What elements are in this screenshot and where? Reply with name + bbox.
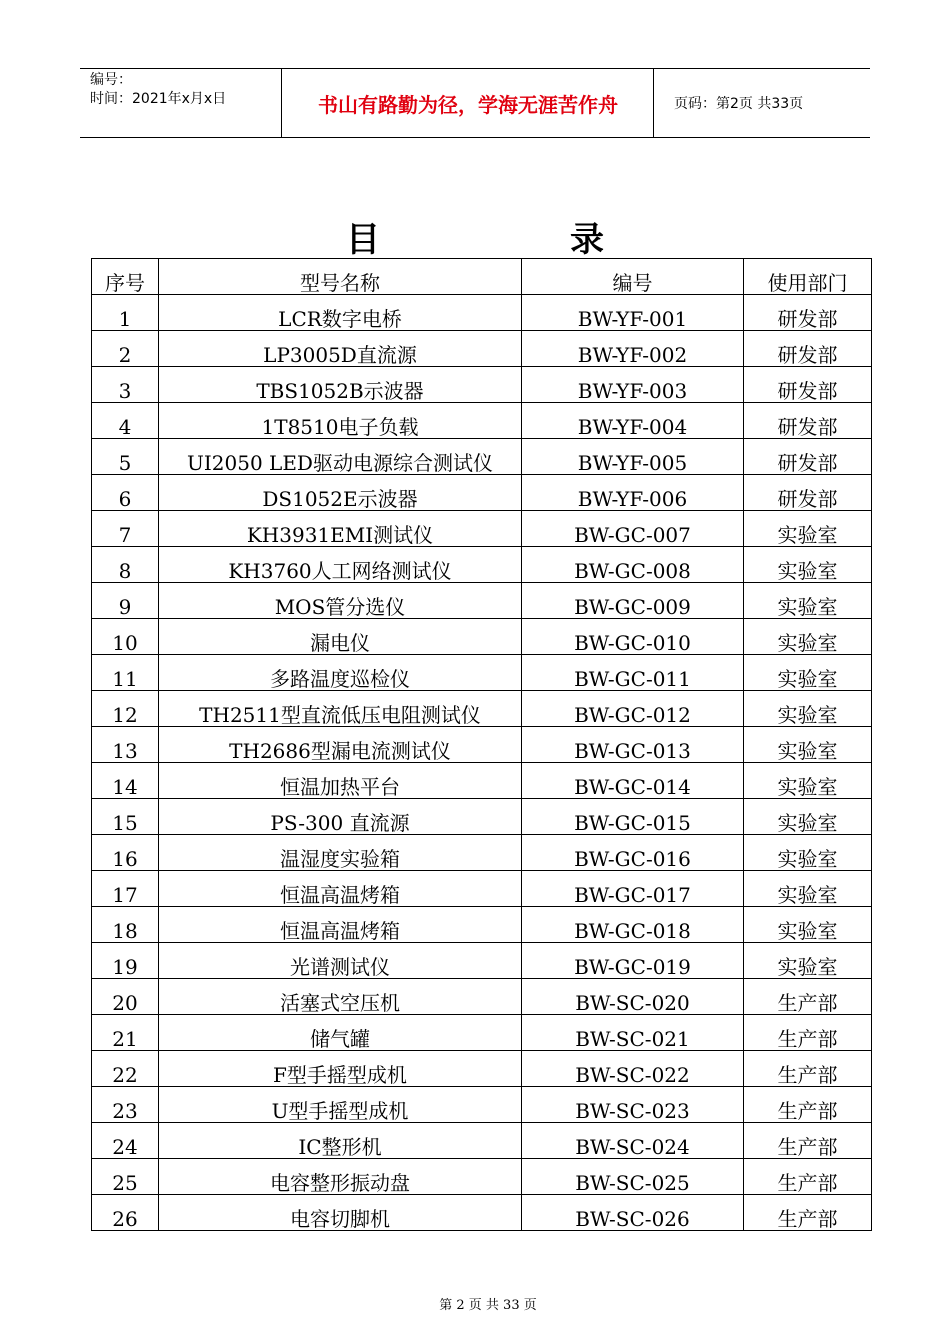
equipment-table (91, 258, 872, 1231)
row-code: BW-GC-019 (522, 943, 744, 979)
row-index: 14 (92, 763, 159, 799)
row-department: 生产部 (744, 979, 872, 1015)
page-footer: 第 2 页 共 33 页 (439, 1298, 537, 1313)
row-department: 实验室 (744, 763, 872, 799)
row-code: BW-GC-014 (522, 763, 744, 799)
row-model-name: MOS管分选仪 (159, 583, 522, 619)
row-department: 实验室 (744, 727, 872, 763)
row-index: 15 (92, 799, 159, 835)
row-model-name: 恒温高温烤箱 (159, 907, 522, 943)
row-department: 实验室 (744, 619, 872, 655)
table-row (92, 763, 872, 799)
row-code: BW-SC-026 (522, 1195, 744, 1231)
row-model-name: 1T8510电子负载 (159, 403, 522, 439)
row-model-name: DS1052E示波器 (159, 475, 522, 511)
row-index: 5 (92, 439, 159, 475)
row-index: 23 (92, 1087, 159, 1123)
row-model-name: 活塞式空压机 (159, 979, 522, 1015)
row-model-name: KH3760人工网络测试仪 (159, 547, 522, 583)
row-code: BW-YF-004 (522, 403, 744, 439)
row-model-name: 电容切脚机 (159, 1195, 522, 1231)
row-department: 实验室 (744, 835, 872, 871)
row-department: 实验室 (744, 583, 872, 619)
row-index: 9 (92, 583, 159, 619)
row-model-name: 光谱测试仪 (159, 943, 522, 979)
table-row (92, 1051, 872, 1087)
table-row (92, 511, 872, 547)
row-model-name: PS-300 直流源 (159, 799, 522, 835)
row-code: BW-GC-012 (522, 691, 744, 727)
page-title: 目录 (346, 220, 794, 260)
row-code: BW-GC-010 (522, 619, 744, 655)
header-page-info (664, 69, 870, 137)
table-row (92, 691, 872, 727)
row-model-name: 储气罐 (159, 1015, 522, 1051)
row-department: 实验室 (744, 511, 872, 547)
row-code: BW-GC-017 (522, 871, 744, 907)
row-code: BW-GC-009 (522, 583, 744, 619)
row-index: 13 (92, 727, 159, 763)
row-code: BW-GC-011 (522, 655, 744, 691)
row-code: BW-YF-001 (522, 295, 744, 331)
table-row (92, 1015, 872, 1051)
row-code: BW-GC-008 (522, 547, 744, 583)
row-department: 研发部 (744, 367, 872, 403)
row-code: BW-SC-020 (522, 979, 744, 1015)
row-department: 实验室 (744, 907, 872, 943)
table-row (92, 943, 872, 979)
row-model-name: 多路温度巡检仪 (159, 655, 522, 691)
header-meta (80, 69, 282, 137)
table-row (92, 1123, 872, 1159)
row-department: 研发部 (744, 331, 872, 367)
row-code: BW-YF-005 (522, 439, 744, 475)
row-index: 20 (92, 979, 159, 1015)
row-index: 1 (92, 295, 159, 331)
row-department: 实验室 (744, 547, 872, 583)
row-index: 22 (92, 1051, 159, 1087)
row-model-name: TH2686型漏电流测试仪 (159, 727, 522, 763)
row-index: 26 (92, 1195, 159, 1231)
header-code-label: 编号： (90, 72, 132, 88)
row-index: 10 (92, 619, 159, 655)
row-index: 8 (92, 547, 159, 583)
row-model-name: F型手摇型成机 (159, 1051, 522, 1087)
table-row (92, 979, 872, 1015)
table-row (92, 799, 872, 835)
row-model-name: LP3005D直流源 (159, 331, 522, 367)
row-model-name: TH2511型直流低压电阻测试仪 (159, 691, 522, 727)
row-department: 实验室 (744, 943, 872, 979)
row-department: 实验室 (744, 655, 872, 691)
row-department: 研发部 (744, 439, 872, 475)
table-row (92, 727, 872, 763)
row-code: BW-SC-021 (522, 1015, 744, 1051)
table-row (92, 1087, 872, 1123)
table-row (92, 403, 872, 439)
row-model-name: KH3931EMI测试仪 (159, 511, 522, 547)
row-model-name: 温湿度实验箱 (159, 835, 522, 871)
row-department: 研发部 (744, 475, 872, 511)
table-row (92, 547, 872, 583)
table-row (92, 907, 872, 943)
row-department: 实验室 (744, 871, 872, 907)
row-index: 3 (92, 367, 159, 403)
row-model-name: IC整形机 (159, 1123, 522, 1159)
row-index: 11 (92, 655, 159, 691)
row-code: BW-YF-003 (522, 367, 744, 403)
row-department: 生产部 (744, 1159, 872, 1195)
row-department: 生产部 (744, 1051, 872, 1087)
row-code: BW-GC-013 (522, 727, 744, 763)
row-model-name: UI2050 LED驱动电源综合测试仪 (159, 439, 522, 475)
row-model-name: 恒温高温烤箱 (159, 871, 522, 907)
row-code: BW-GC-015 (522, 799, 744, 835)
row-code: BW-YF-006 (522, 475, 744, 511)
row-department: 生产部 (744, 1087, 872, 1123)
row-index: 21 (92, 1015, 159, 1051)
row-department: 实验室 (744, 799, 872, 835)
row-code: BW-GC-018 (522, 907, 744, 943)
row-model-name: 恒温加热平台 (159, 763, 522, 799)
row-department: 生产部 (744, 1195, 872, 1231)
table-row (92, 835, 872, 871)
row-model-name: U型手摇型成机 (159, 1087, 522, 1123)
table-row (92, 331, 872, 367)
table-row (92, 871, 872, 907)
table-body (92, 295, 872, 1231)
row-model-name: 电容整形振动盘 (159, 1159, 522, 1195)
row-index: 12 (92, 691, 159, 727)
table-row (92, 655, 872, 691)
row-index: 16 (92, 835, 159, 871)
row-department: 实验室 (744, 691, 872, 727)
row-code: BW-GC-016 (522, 835, 744, 871)
row-code: BW-SC-023 (522, 1087, 744, 1123)
row-index: 6 (92, 475, 159, 511)
row-department: 生产部 (744, 1015, 872, 1051)
table-row (92, 439, 872, 475)
row-code: BW-SC-024 (522, 1123, 744, 1159)
header-model-name: 型号名称 (159, 259, 522, 295)
header-motto: 书山有路勤为径，学海无涯苦作舟 (283, 69, 654, 137)
header-index: 序号 (92, 259, 159, 295)
table-row (92, 475, 872, 511)
row-code: BW-SC-022 (522, 1051, 744, 1087)
row-model-name: 漏电仪 (159, 619, 522, 655)
row-department: 研发部 (744, 295, 872, 331)
row-index: 17 (92, 871, 159, 907)
row-index: 4 (92, 403, 159, 439)
table-row (92, 583, 872, 619)
row-code: BW-YF-002 (522, 331, 744, 367)
row-model-name: TBS1052B示波器 (159, 367, 522, 403)
header-page-info-text: 页码：第2页 共33页 (674, 96, 804, 112)
table-row (92, 295, 872, 331)
page-header (80, 68, 870, 138)
header-time-label: 时间：2021年x月x日 (90, 91, 227, 107)
row-index: 7 (92, 511, 159, 547)
table-header-row (92, 259, 872, 295)
header-department: 使用部门 (744, 259, 872, 295)
header-code: 编号 (522, 259, 744, 295)
row-model-name: LCR数字电桥 (159, 295, 522, 331)
row-index: 25 (92, 1159, 159, 1195)
row-index: 24 (92, 1123, 159, 1159)
table-row (92, 1195, 872, 1231)
row-code: BW-GC-007 (522, 511, 744, 547)
row-index: 2 (92, 331, 159, 367)
table-row (92, 367, 872, 403)
row-code: BW-SC-025 (522, 1159, 744, 1195)
table-row (92, 619, 872, 655)
row-index: 18 (92, 907, 159, 943)
row-department: 研发部 (744, 403, 872, 439)
row-department: 生产部 (744, 1123, 872, 1159)
table-row (92, 1159, 872, 1195)
row-index: 19 (92, 943, 159, 979)
